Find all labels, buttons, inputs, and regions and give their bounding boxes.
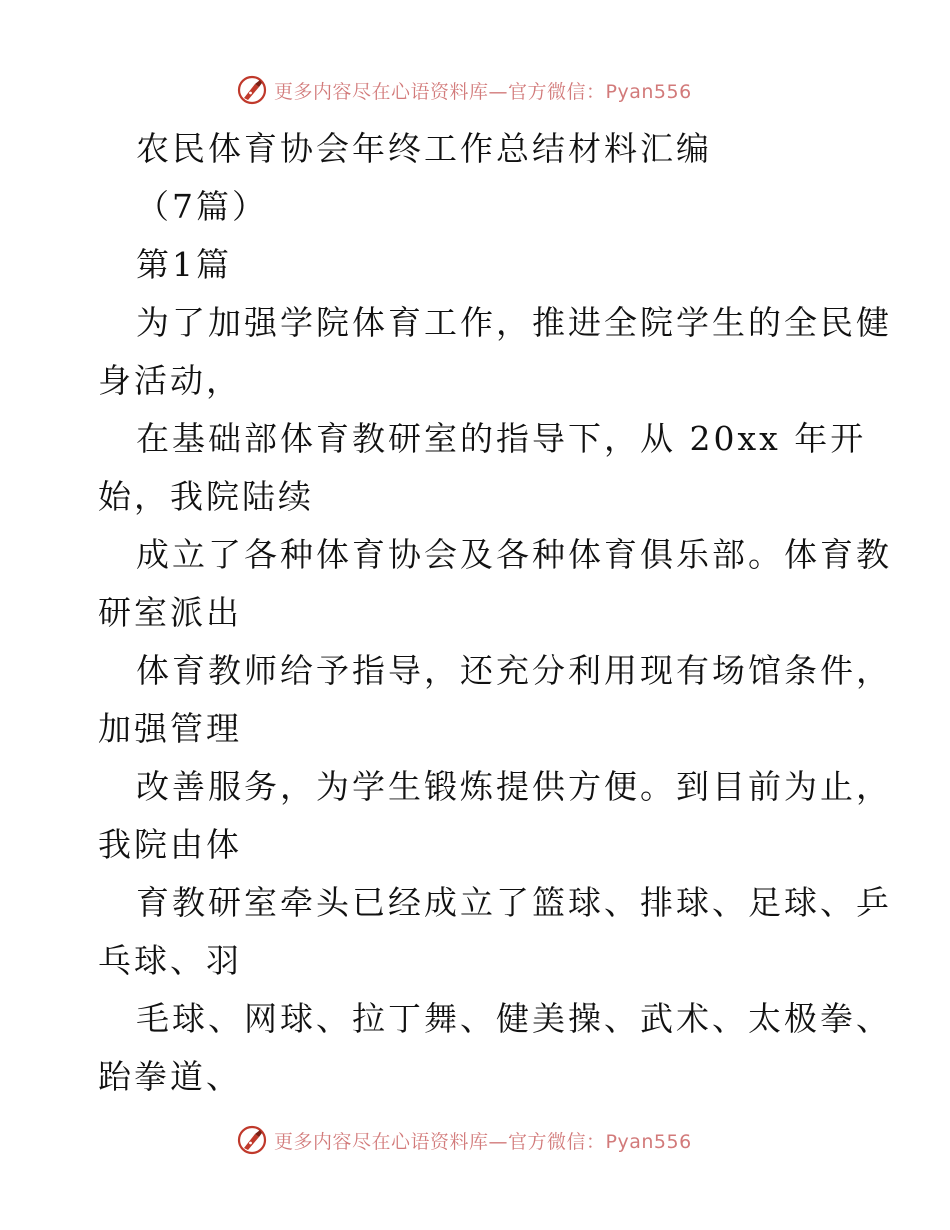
text-line: 育教研室牵头已经成立了篮球、排球、足球、乒 [136, 883, 892, 922]
text-line: 体育教师给予指导，还充分利用现有场馆条件， [136, 651, 892, 690]
text-line: 为了加强学院体育工作，推进全院学生的全民健 [136, 303, 892, 342]
text-line: 第1篇 [136, 245, 232, 284]
banner-text: 更多内容尽在心语资料库—官方微信：Pyan556 [274, 80, 692, 103]
text-line: 研室派出 [98, 593, 242, 632]
text-line: 毛球、网球、拉丁舞、健美操、武术、太极拳、 [136, 999, 892, 1038]
document-body [98, 120, 892, 1106]
text-line: 我院由体 [98, 825, 242, 864]
text-line: 加强管理 [98, 709, 242, 748]
text-line: 乓球、羽 [98, 941, 242, 980]
footer-banner [236, 1122, 692, 1158]
header-banner [236, 72, 692, 108]
text-line: （7篇） [136, 187, 268, 226]
pen-nib-circle-icon [236, 1124, 268, 1156]
document-title: 农民体育协会年终工作总结材料汇编 [136, 129, 712, 168]
pen-nib-circle-icon [236, 74, 268, 106]
banner-text: 更多内容尽在心语资料库—官方微信：Pyan556 [274, 1130, 692, 1153]
text-line: 改善服务，为学生锻炼提供方便。到目前为止， [136, 767, 892, 806]
text-line: 成立了各种体育协会及各种体育俱乐部。体育教 [136, 535, 892, 574]
text-line: 始，我院陆续 [98, 477, 314, 516]
text-line: 在基础部体育教研室的指导下，从 20xx 年开 [136, 419, 867, 458]
text-line: 身活动， [98, 361, 242, 400]
text-line: 跆拳道、 [98, 1057, 242, 1096]
